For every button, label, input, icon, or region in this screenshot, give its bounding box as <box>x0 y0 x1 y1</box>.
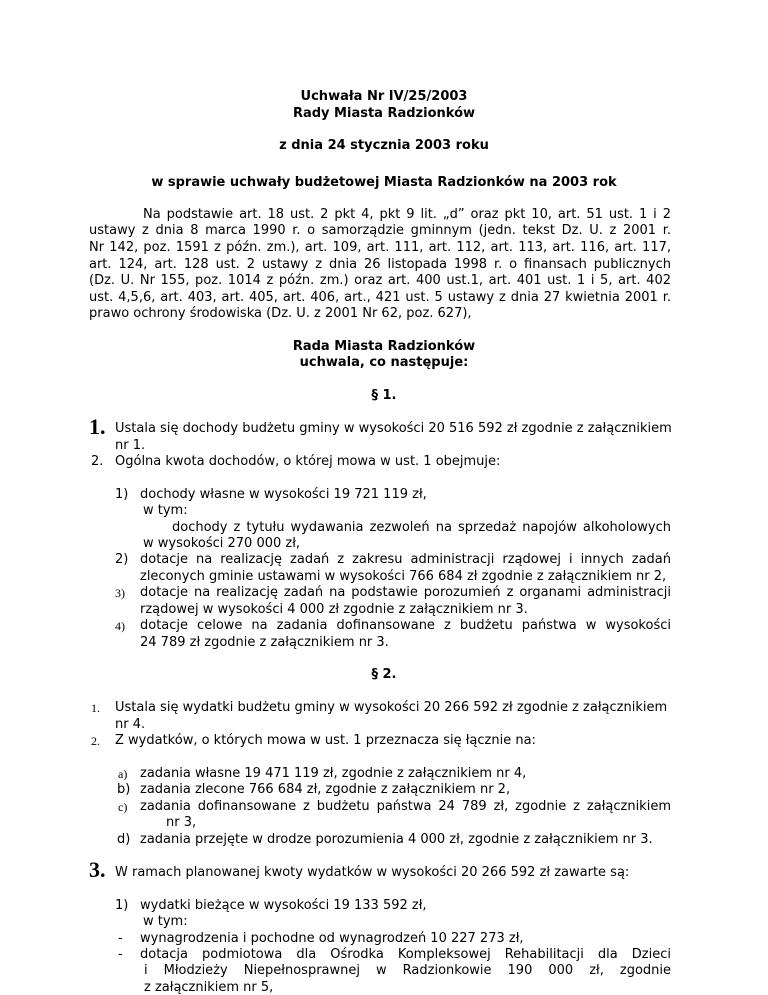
bullet-line: z załącznikiem nr 5, <box>144 980 274 995</box>
bullet-line: dotacja podmiotowa dla Ośrodka Kompleksowej Rehabilitacji dla Dzieci <box>140 947 671 962</box>
sub-item-number: 3) <box>115 586 125 600</box>
sub-item-line: w tym: <box>143 914 188 929</box>
sub-item-line: zleconych gminie ustawami w wysokości 766 684 zł zgodnie z załącznikiem nr 2, <box>140 569 667 584</box>
council-heading: Rada Miasta Radzionków <box>292 339 476 354</box>
resolution-number: Uchwała Nr IV/25/2003 <box>300 89 468 104</box>
item-number: 2. <box>91 454 104 469</box>
preamble-line: ust. 4,5,6, art. 403, art. 405, art. 406, art., 421 ust. 5 ustawy z dnia 27 kwietnia 2001 r. <box>89 290 671 305</box>
preamble-line: art. 124, art. 128 ust. 2 ustawy z dnia 26 listopada 1998 r. o finansach publicznych <box>89 257 671 272</box>
paragraph-line: Ogólna kwota dochodów, o której mowa w ust. 1 obejmuje: <box>115 454 501 469</box>
letter-item-line: nr 3, <box>166 815 197 830</box>
bullet-line: wynagrodzenia i pochodne od wynagrodzeń 10 227 273 zł, <box>140 931 524 946</box>
sub-item-line: dotacje celowe na zadania dofinansowane z budżetu państwa w wysokości <box>140 618 671 633</box>
sub-item-number: 1) <box>115 487 129 502</box>
paragraph-line: Ustala się dochody budżetu gminy w wysokości 20 516 592 zł zgodnie z załącznikiem <box>115 421 672 436</box>
preamble-line: Na podstawie art. 18 ust. 2 pkt 4, pkt 9 lit. „d” oraz pkt 10, art. 51 ust. 1 i 2 <box>143 207 671 222</box>
paragraph-line: nr 4. <box>115 717 146 732</box>
section-2-heading: § 2. <box>371 667 397 682</box>
sub-item-line: rządowej w wysokości 4 000 zł zgodnie z załącznikiem nr 3. <box>140 602 528 617</box>
sub-item-line: w tym: <box>143 503 188 518</box>
preamble-line: Nr 142, poz. 1591 z późn. zm.), art. 109, art. 111, art. 112, art. 113, art. 116, art. 117, <box>89 240 671 255</box>
preamble-line: ustawy z dnia 8 marca 1990 r. o samorządzie gminnym (jedn. tekst Dz. U. z 2001 r. <box>89 223 671 238</box>
section-1-heading: § 1. <box>371 388 397 403</box>
item-number: 3. <box>89 857 106 882</box>
resolution-subject: w sprawie uchwały budżetowej Miasta Radzionków na 2003 rok <box>151 175 617 190</box>
paragraph-line: Ustala się wydatki budżetu gminy w wysokości 20 266 592 zł zgodnie z załącznikiem <box>115 700 668 715</box>
paragraph-line: Z wydatków, o których mowa w ust. 1 przeznacza się łącznie na: <box>115 733 536 748</box>
council-name: Rady Miasta Radzionków <box>292 106 476 121</box>
sub-item-line: dotacje na realizację zadań na podstawie porozumień z organami administracji <box>140 585 671 600</box>
paragraph-line: nr 1. <box>115 438 146 453</box>
letter-item-line: zadania zlecone 766 684 zł, zgodnie z załącznikiem nr 2, <box>140 782 511 797</box>
sub-item-line: w wysokości 270 000 zł, <box>143 536 301 551</box>
letter-item-line: zadania dofinansowane z budżetu państwa 24 789 zł, zgodnie z załącznikiem <box>140 799 671 814</box>
sub-item-number: 2) <box>115 552 129 567</box>
letter-item-marker: d) <box>117 832 131 847</box>
sub-item-number: 1) <box>115 898 129 913</box>
preamble-line: (Dz. U. Nr 155, poz. 1014 z późn. zm.) oraz art. 400 ust.1, art. 401 ust. 1 i 5, art. 402 <box>89 273 671 288</box>
letter-item-marker: a) <box>118 767 128 781</box>
item-number: 2. <box>91 734 100 748</box>
sub-item-line: 24 789 zł zgodnie z załącznikiem nr 3. <box>140 635 389 650</box>
preamble-line: prawo ochrony środowiska (Dz. U. z 2001 Nr 62, poz. 627), <box>89 306 472 321</box>
letter-item-marker: b) <box>117 782 131 797</box>
letter-item-line: zadania przejęte w drodze porozumienia 4 000 zł, zgodnie z załącznikiem nr 3. <box>140 832 653 847</box>
sub-item-line: dochody z tytułu wydawania zezwoleń na sprzedaż napojów alkoholowych <box>172 520 671 535</box>
dash-bullet: - <box>118 931 123 946</box>
bullet-line: i Młodzieży Niepełnosprawnej w Radzionkowie 190 000 zł, zgodnie <box>144 963 671 978</box>
dash-bullet: - <box>118 947 123 962</box>
sub-item-line: dochody własne w wysokości 19 721 119 zł, <box>140 487 427 502</box>
item-number: 1. <box>89 414 106 439</box>
sub-item-line: wydatki bieżące w wysokości 19 133 592 zł, <box>140 898 427 913</box>
paragraph-line: W ramach planowanej kwoty wydatków w wysokości 20 266 592 zł zawarte są: <box>115 865 630 880</box>
resolution-date: z dnia 24 stycznia 2003 roku <box>279 138 489 153</box>
sub-item-number: 4) <box>115 619 125 633</box>
letter-item-marker: c) <box>118 800 128 814</box>
letter-item-line: zadania własne 19 471 119 zł, zgodnie z załącznikiem nr 4, <box>140 766 527 781</box>
sub-item-line: dotacje na realizację zadań z zakresu administracji rządowej i innych zadań <box>140 552 671 567</box>
item-number: 1. <box>91 701 100 715</box>
council-decides: uchwala, co następuje: <box>299 355 469 370</box>
